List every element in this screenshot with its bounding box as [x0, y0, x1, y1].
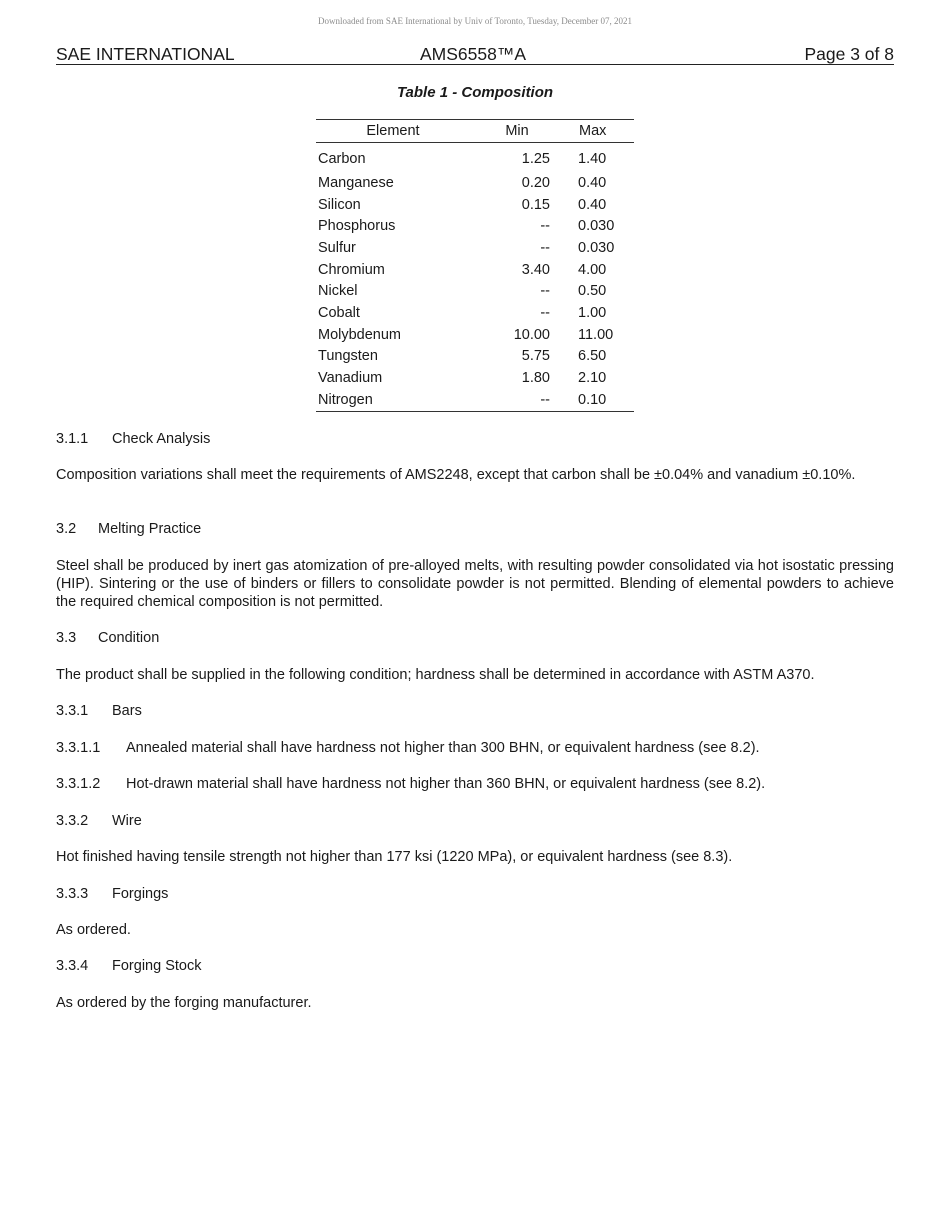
section-3-3-3-heading [56, 885, 168, 903]
section-title: Condition [98, 630, 160, 646]
max-cell: 0.030 [578, 239, 615, 256]
download-watermark: Downloaded from SAE International by Univ of Toronto, Tuesday, December 07, 2021 [317, 16, 633, 26]
element-cell: Nitrogen [316, 389, 468, 411]
table-row [316, 367, 634, 389]
section-title: Forgings [112, 886, 169, 902]
max-cell: 2.10 [578, 370, 607, 387]
header-document-id: AMS6558™A [420, 44, 527, 64]
forgings-paragraph: As ordered. [56, 922, 131, 938]
section-number: 3.3 [56, 630, 77, 646]
page-header [56, 44, 894, 65]
element-cell: Vanadium [318, 370, 383, 387]
table-row [316, 194, 634, 216]
section-3-3-1-heading [56, 702, 142, 720]
element-cell: Phosphorus [318, 218, 396, 235]
wire-paragraph: Hot finished having tensile strength not higher than 177 ksi (1220 MPa), or equivalent hardness (see 8.3). [56, 849, 733, 865]
melting-practice-paragraph: Steel shall be produced by inert gas atomization of pre-alloyed melts, with resulting powder consolidated via hot isostatic pressing (HIP). Sintering or the use of binders or fillers to consolidate powder is not permitted. Blending of elemental powders to achieve the required chemical composition is not permitted. [56, 558, 894, 610]
min-cell: 1.25 [521, 150, 550, 167]
element-cell: Tungsten [318, 348, 378, 365]
max-cell: 6.50 [578, 348, 607, 365]
section-number: 3.3.3 [56, 886, 89, 902]
min-cell: 0.15 [521, 196, 550, 213]
section-title: Wire [112, 813, 142, 829]
section-3-3-1-1 [56, 739, 760, 757]
section-number: 3.3.4 [56, 958, 89, 974]
max-cell: 0.50 [578, 283, 607, 300]
table-row [316, 259, 634, 281]
max-cell: 1.40 [578, 150, 607, 167]
section-title: Bars [112, 703, 142, 719]
section-text: Hot-drawn material shall have hardness not higher than 360 BHN, or equivalent hardness (see 8.2). [126, 776, 766, 792]
section-text: Annealed material shall have hardness not higher than 300 BHN, or equivalent hardness (see 8.2). [126, 740, 760, 756]
table-row [316, 389, 634, 411]
min-cell: 0.20 [521, 174, 550, 191]
min-cell: -- [468, 389, 566, 411]
forging-stock-paragraph: As ordered by the forging manufacturer. [56, 995, 312, 1011]
element-cell: Manganese [318, 174, 394, 191]
min-cell: 1.80 [521, 370, 550, 387]
section-number: 3.3.1.1 [56, 740, 101, 756]
section-3-3-1-2 [56, 775, 765, 793]
section-3-2-heading [56, 520, 201, 538]
section-3-3-4-heading [56, 957, 201, 975]
section-number: 3.3.2 [56, 813, 89, 829]
table-title: Table 1 - Composition [396, 84, 554, 101]
element-cell: Nickel [318, 283, 358, 300]
min-cell: -- [540, 304, 550, 321]
section-number: 3.1.1 [56, 431, 89, 447]
column-header-element: Element [316, 120, 468, 143]
max-cell: 4.00 [578, 261, 607, 278]
table-header-row [316, 120, 634, 143]
condition-paragraph: The product shall be supplied in the following condition; hardness shall be determined in accordance with ASTM A370. [56, 667, 815, 683]
element-cell: Silicon [318, 196, 361, 213]
section-number: 3.2 [56, 521, 77, 537]
table-row [316, 215, 634, 237]
table-row [316, 324, 634, 346]
section-3-3-2-heading [56, 812, 142, 830]
header-organization: SAE INTERNATIONAL [56, 44, 235, 64]
table-row [316, 237, 634, 259]
section-title: Melting Practice [98, 521, 202, 537]
section-title: Forging Stock [112, 958, 202, 974]
table-row [316, 346, 634, 368]
min-cell: 10.00 [513, 326, 550, 343]
section-number: 3.3.1 [56, 703, 89, 719]
column-header-min: Min [468, 120, 566, 143]
section-3-3-heading [56, 629, 159, 647]
max-cell: 0.40 [578, 174, 607, 191]
section-3-1-1-heading [56, 430, 210, 448]
table-row [316, 172, 634, 194]
column-header-max: Max [566, 120, 634, 143]
min-cell: 5.75 [521, 348, 550, 365]
section-title: Check Analysis [112, 431, 211, 447]
element-cell: Cobalt [318, 304, 360, 321]
composition-table [316, 119, 634, 412]
min-cell: -- [540, 283, 550, 300]
min-cell: 3.40 [521, 261, 550, 278]
check-analysis-paragraph: Composition variations shall meet the requirements of AMS2248, except that carbon shall be ±0.04% and vanadium ±0.10%. [56, 467, 856, 483]
min-cell: -- [540, 218, 550, 235]
max-cell: 1.00 [578, 304, 607, 321]
table-row [316, 143, 634, 173]
element-cell: Molybdenum [318, 326, 402, 343]
table-row [316, 280, 634, 302]
min-cell: -- [540, 239, 550, 256]
max-cell: 0.030 [578, 218, 615, 235]
section-number: 3.3.1.2 [56, 776, 101, 792]
table-row [316, 302, 634, 324]
max-cell: 0.40 [578, 196, 607, 213]
max-cell: 11.00 [578, 326, 614, 343]
header-page-number: Page 3 of 8 [804, 44, 894, 64]
composition-table-body [316, 143, 634, 412]
max-cell: 0.10 [566, 389, 634, 411]
element-cell: Sulfur [318, 239, 356, 256]
element-cell: Carbon [318, 150, 366, 167]
element-cell: Chromium [318, 261, 385, 278]
